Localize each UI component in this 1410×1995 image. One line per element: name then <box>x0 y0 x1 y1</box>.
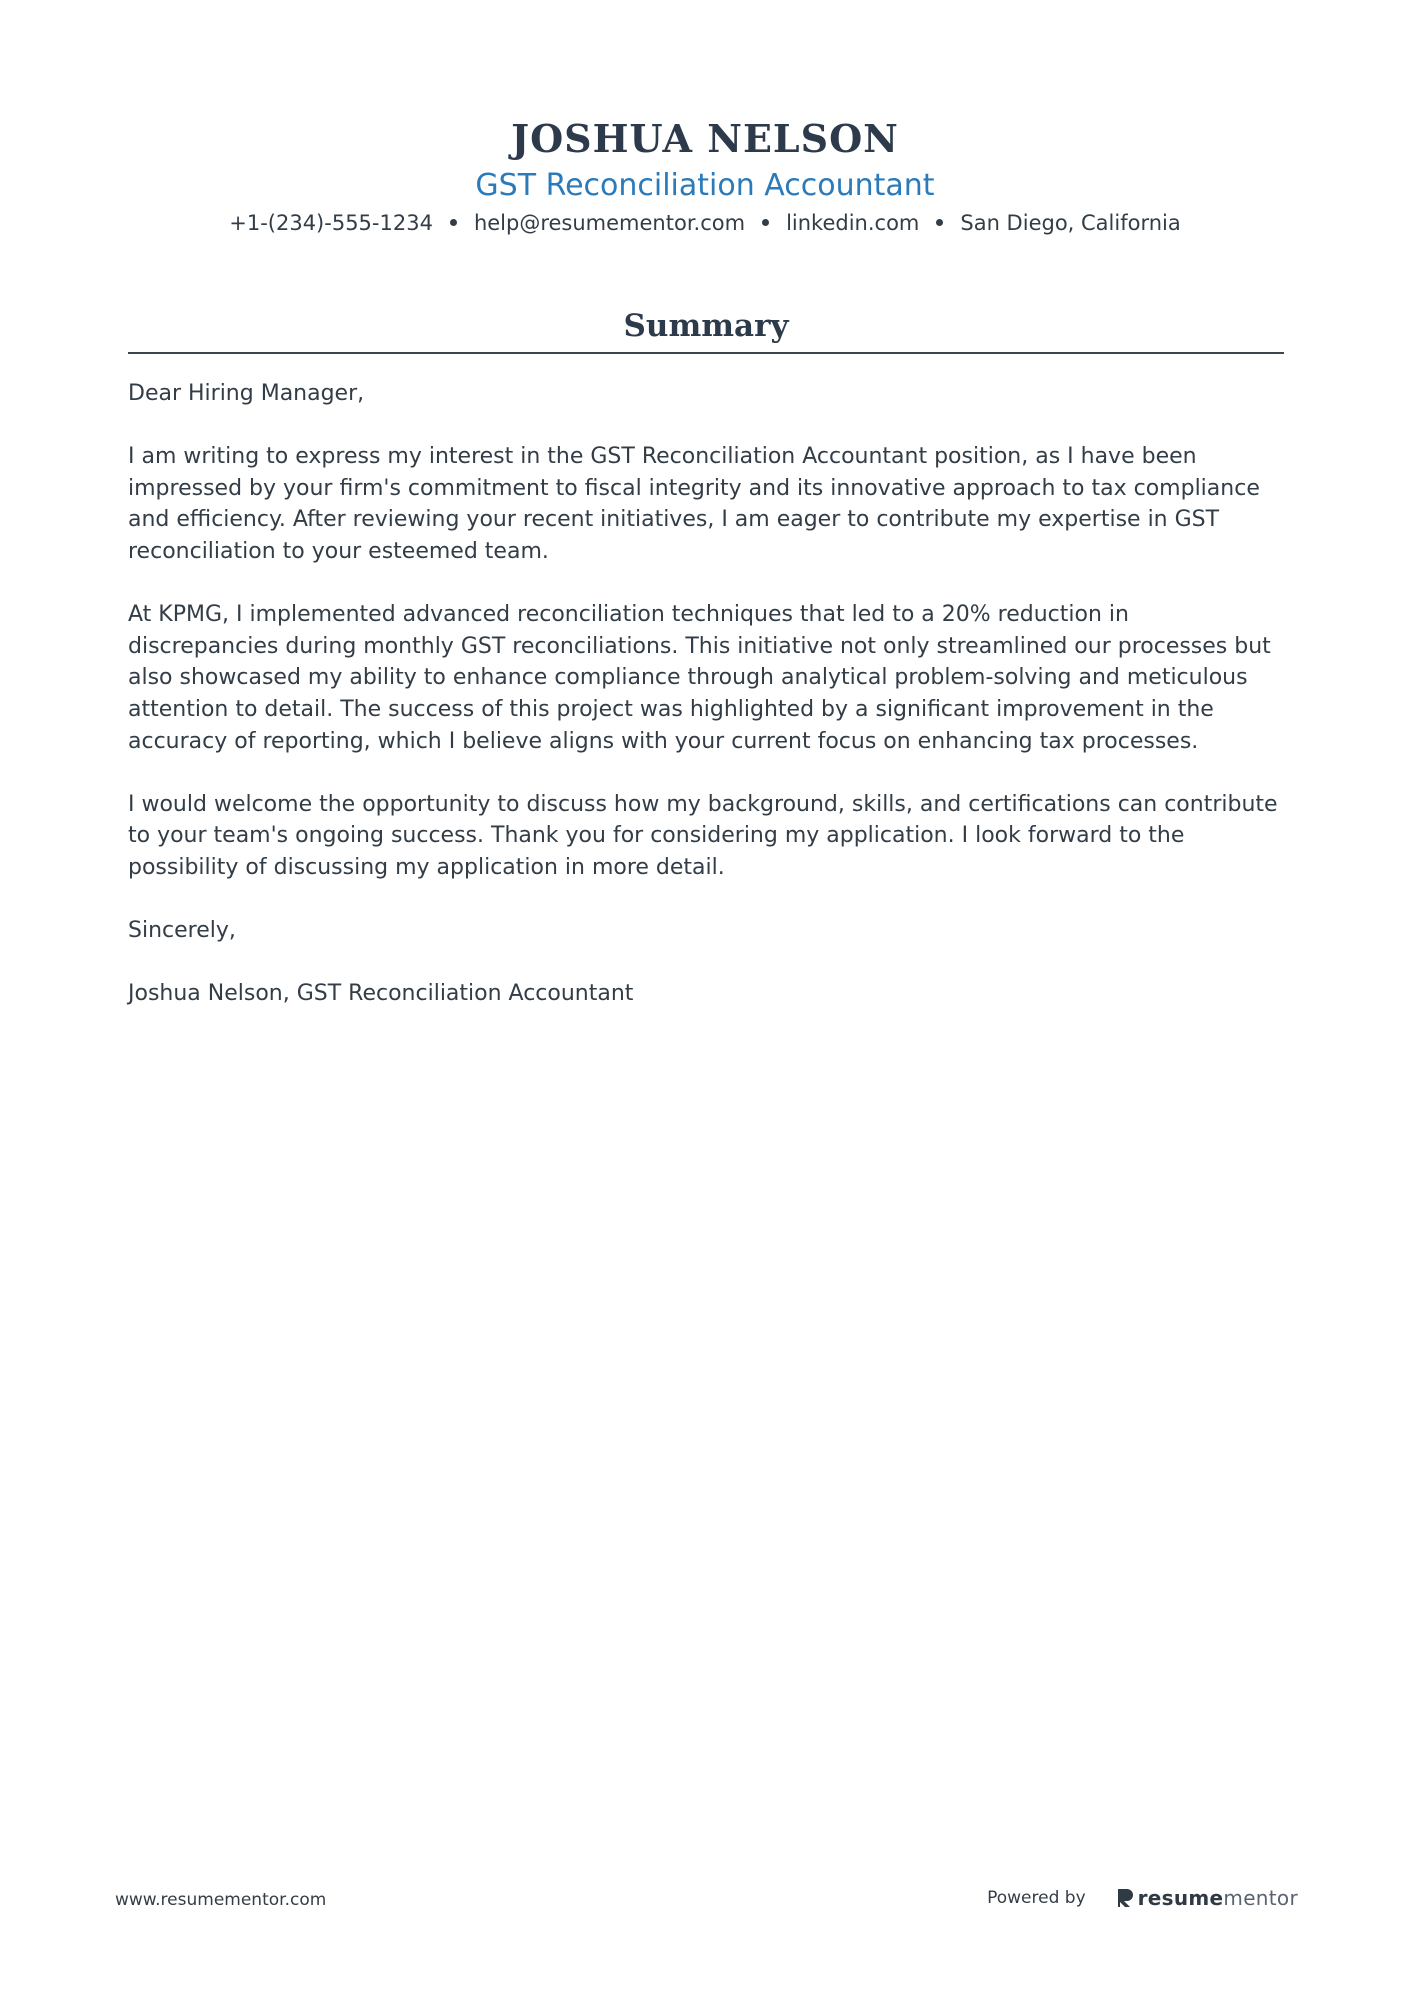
job-title: GST Reconciliation Accountant <box>475 168 935 203</box>
email-address[interactable]: help@resumementor.com <box>473 211 746 235</box>
header <box>0 112 1410 238</box>
footer-branding <box>987 1884 1298 1912</box>
footer-website[interactable]: www.resumementor.com <box>115 1890 327 1910</box>
phone-number: +1-(234)-555-1234 <box>229 211 433 235</box>
resumementor-logo-icon <box>1116 1887 1134 1909</box>
contact-line <box>0 208 1410 238</box>
salutation: Dear Hiring Manager, <box>128 381 365 406</box>
brand-name[interactable]: resumementor <box>1137 1886 1298 1910</box>
powered-by-label: Powered by <box>987 1888 1086 1908</box>
location: San Diego, California <box>960 211 1181 235</box>
signature: Joshua Nelson, GST Reconciliation Accountant <box>128 981 634 1007</box>
bullet-separator <box>762 219 769 226</box>
closing: Sincerely, <box>128 918 236 944</box>
section-divider <box>128 352 1284 354</box>
bullet-separator <box>450 219 457 226</box>
linkedin-link[interactable]: linkedin.com <box>786 211 920 235</box>
letter-paragraph: At KPMG, I implemented advanced reconciliation techniques that led to a 20% reduction in discrepancies during monthly GST reconciliations. This initiative not only streamlined our processes but also showcased my ability to enhance compliance through analytical problem-solving and meticulous attention to detail. The success of this project was highlighted by a significant improvement in the accuracy of reporting, which I believe aligns with your current focus on enhancing tax processes. <box>128 602 1271 754</box>
section-heading: Summary <box>623 308 789 344</box>
letter-paragraph: I would welcome the opportunity to discuss how my background, skills, and certifications can contribute to your team's ongoing success. Thank you for considering my application. I look forward to the possibility of discussing my application in more detail. <box>128 791 1278 880</box>
bullet-separator <box>936 219 943 226</box>
candidate-name: JOSHUA NELSON <box>511 116 899 161</box>
letter-paragraph: I am writing to express my interest in the GST Reconciliation Accountant position, as I have been impressed by your firm's commitment to fiscal integrity and its innovative approach to tax compliance and efficiency. After reviewing your recent initiatives, I am eager to contribute my expertise in GST reconciliation to your esteemed team. <box>128 444 1260 564</box>
letter-body <box>128 378 1284 1041</box>
